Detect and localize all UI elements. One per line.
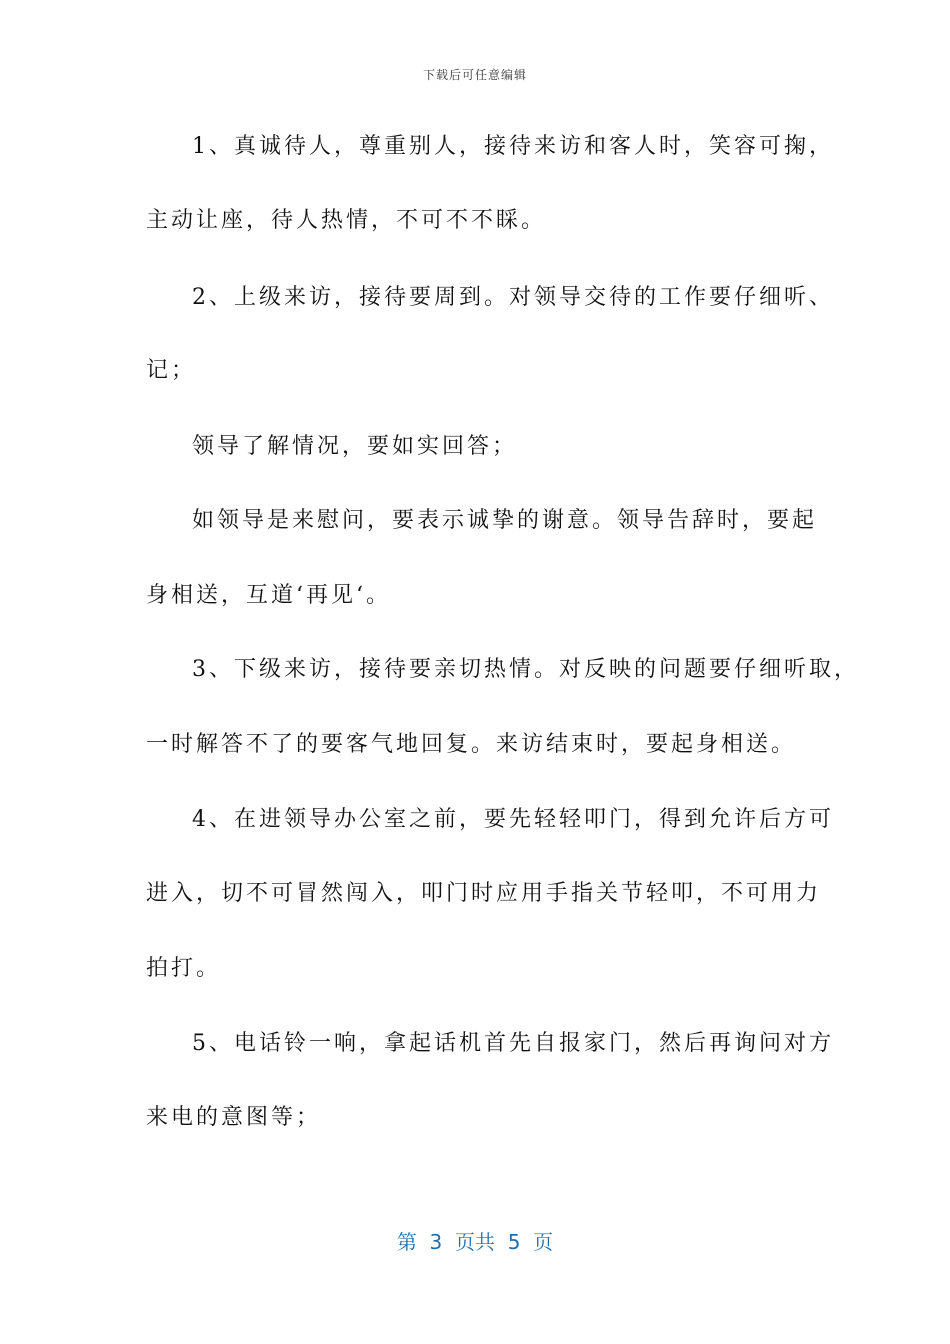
text-line-10: 4、在进领导办公室之前，要先轻轻叩门，得到允许后方可 [192,807,834,832]
text-line-4: 记； [146,358,197,383]
text-line-1: 1、真诚待人，尊重别人，接待来访和客人时，笑容可掬， [192,134,834,159]
text-line-2: 主动让座，待人热情，不可不不睬。 [146,208,547,233]
text-line-3: 2、上级来访，接待要周到。对领导交待的工作要仔细听、 [192,285,834,310]
text-line-13: 5、电话铃一响，拿起话机首先自报家门，然后再询问对方 [192,1031,834,1056]
text-line-11: 进入，切不可冒然闯入，叩门时应用手指关节轻叩，不可用力 [146,881,822,906]
text-line-5: 领导了解情况，要如实回答； [192,434,518,459]
page-header: 下载后可任意编辑 [422,68,527,82]
text-line-8: 3、下级来访，接待要亲切热情。对反映的问题要仔细听取， [192,657,859,682]
page-footer: 第 3 页共 5 页 [396,1230,554,1254]
text-line-12: 拍打。 [146,956,222,981]
text-line-6: 如领导是来慰问，要表示诚挚的谢意。领导告辞时，要起 [192,508,818,533]
text-line-9: 一时解答不了的要客气地回复。来访结束时，要起身相送。 [146,732,797,757]
text-line-7: 身相送，互道‘再见‘。 [146,583,391,608]
text-line-14: 来电的意图等； [146,1105,322,1130]
